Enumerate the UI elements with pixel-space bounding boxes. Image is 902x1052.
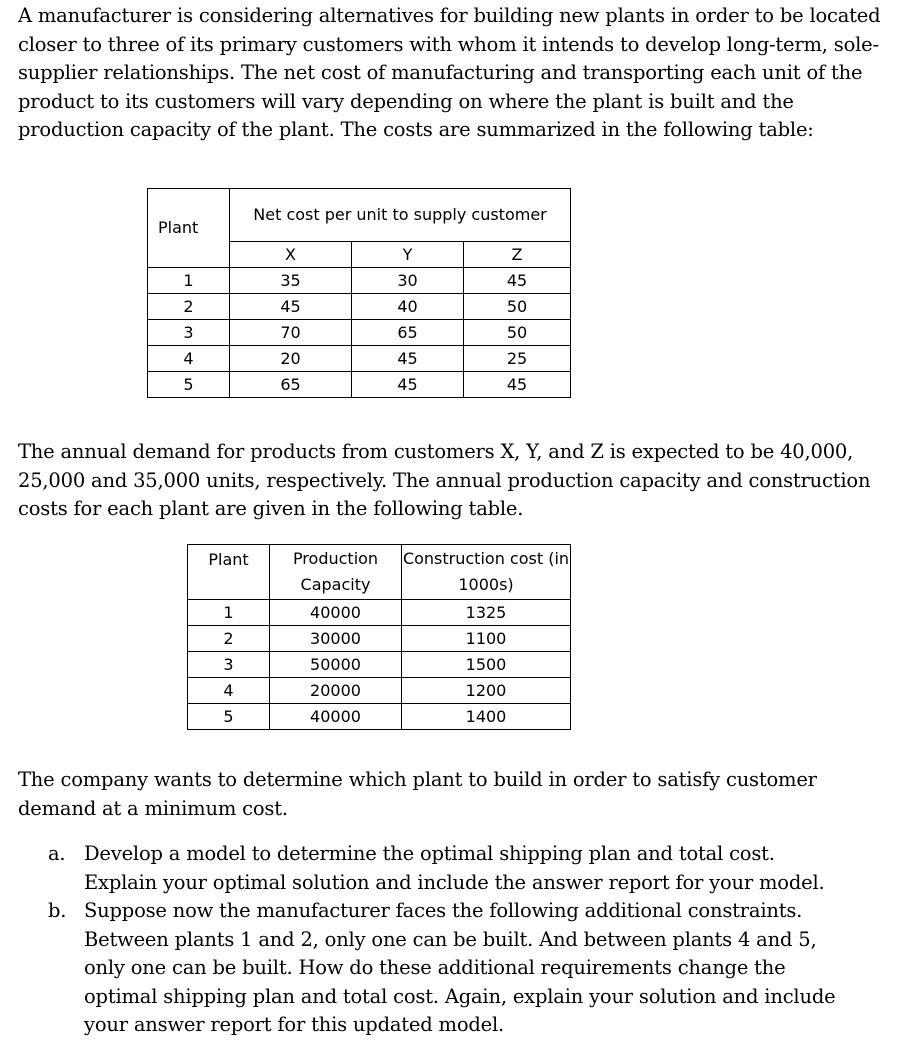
question-item bbox=[48, 840, 848, 897]
question-text: Suppose now the manufacturer faces the following additional constraints. Between plants 1 and 2, only one can be built. And between plants 4 and 5, only one can be built. How do these additional requirements change the optimal shipping plan and total cost. Again, explain your solution and include your answer report for this updated model. bbox=[84, 899, 836, 1036]
question-marker: b. bbox=[48, 899, 67, 922]
cost-y-cell: 45 bbox=[352, 346, 464, 372]
construction-cost-cell: 1500 bbox=[402, 652, 571, 678]
cost-table-group-header: Net cost per unit to supply customer bbox=[230, 189, 571, 242]
construction-cost-cell: 1325 bbox=[402, 600, 571, 626]
capacity-cell: 30000 bbox=[270, 626, 402, 652]
plant-cell: 2 bbox=[148, 294, 230, 320]
capacity-table-plant-header: Plant bbox=[188, 545, 270, 600]
intro-paragraph: A manufacturer is considering alternatives for building new plants in order to be located closer to three of its primary customers with whom it intends to develop long-term, sole-supplier relationships. The net cost of manufacturing and transporting each unit of the product to its customers will vary depending on where the plant is built and the production capacity of the plant. The costs are summarized in the following table: bbox=[18, 4, 881, 141]
plant-cell: 3 bbox=[148, 320, 230, 346]
plant-cell: 3 bbox=[188, 652, 270, 678]
cost-table-row bbox=[148, 372, 571, 398]
capacity-cell: 40000 bbox=[270, 600, 402, 626]
cost-x-cell: 65 bbox=[230, 372, 352, 398]
cost-table-row bbox=[148, 320, 571, 346]
cost-x-cell: 70 bbox=[230, 320, 352, 346]
cost-x-cell: 35 bbox=[230, 268, 352, 294]
cost-z-cell: 50 bbox=[464, 320, 571, 346]
cost-table-column-z: Z bbox=[464, 242, 571, 268]
capacity-table-construction-header: Construction cost (in 1000s) bbox=[402, 545, 571, 600]
question-text: Develop a model to determine the optimal shipping plan and total cost. Explain your optimal solution and include the answer report for your model. bbox=[84, 842, 825, 894]
plant-cell: 5 bbox=[148, 372, 230, 398]
cost-table-column-y: Y bbox=[352, 242, 464, 268]
construction-cost-cell: 1100 bbox=[402, 626, 571, 652]
question-list bbox=[48, 840, 848, 1040]
cost-table-row bbox=[148, 268, 571, 294]
cost-table-plant-header: Plant bbox=[148, 189, 230, 268]
cost-y-cell: 30 bbox=[352, 268, 464, 294]
cost-x-cell: 20 bbox=[230, 346, 352, 372]
cost-x-cell: 45 bbox=[230, 294, 352, 320]
capacity-cell: 50000 bbox=[270, 652, 402, 678]
demand-paragraph: The annual demand for products from customers X, Y, and Z is expected to be 40,000, 25,000 and 35,000 units, respectively. The annual production capacity and construction costs for each plant are given in the following table. bbox=[18, 440, 871, 520]
cost-z-cell: 45 bbox=[464, 268, 571, 294]
cost-y-cell: 65 bbox=[352, 320, 464, 346]
capacity-cell: 40000 bbox=[270, 704, 402, 730]
cost-z-cell: 25 bbox=[464, 346, 571, 372]
objective-paragraph: The company wants to determine which plant to build in order to satisfy customer demand at a minimum cost. bbox=[18, 768, 817, 820]
capacity-table-row bbox=[188, 626, 571, 652]
capacity-table-row bbox=[188, 600, 571, 626]
capacity-table-row bbox=[188, 704, 571, 730]
cost-z-cell: 50 bbox=[464, 294, 571, 320]
cost-table-column-x: X bbox=[230, 242, 352, 268]
cost-table-row bbox=[148, 294, 571, 320]
cost-y-cell: 40 bbox=[352, 294, 464, 320]
construction-cost-cell: 1200 bbox=[402, 678, 571, 704]
plant-cell: 1 bbox=[188, 600, 270, 626]
plant-cell: 4 bbox=[148, 346, 230, 372]
capacity-table-row bbox=[188, 678, 571, 704]
plant-cell: 2 bbox=[188, 626, 270, 652]
cost-table bbox=[147, 188, 571, 398]
construction-cost-cell: 1400 bbox=[402, 704, 571, 730]
cost-table-row bbox=[148, 346, 571, 372]
capacity-table-row bbox=[188, 652, 571, 678]
cost-z-cell: 45 bbox=[464, 372, 571, 398]
plant-cell: 4 bbox=[188, 678, 270, 704]
question-marker: a. bbox=[48, 842, 66, 865]
question-item bbox=[48, 897, 848, 1040]
capacity-table bbox=[187, 544, 571, 730]
plant-cell: 5 bbox=[188, 704, 270, 730]
plant-cell: 1 bbox=[148, 268, 230, 294]
capacity-table-capacity-header: Production Capacity bbox=[270, 545, 402, 600]
capacity-cell: 20000 bbox=[270, 678, 402, 704]
cost-y-cell: 45 bbox=[352, 372, 464, 398]
